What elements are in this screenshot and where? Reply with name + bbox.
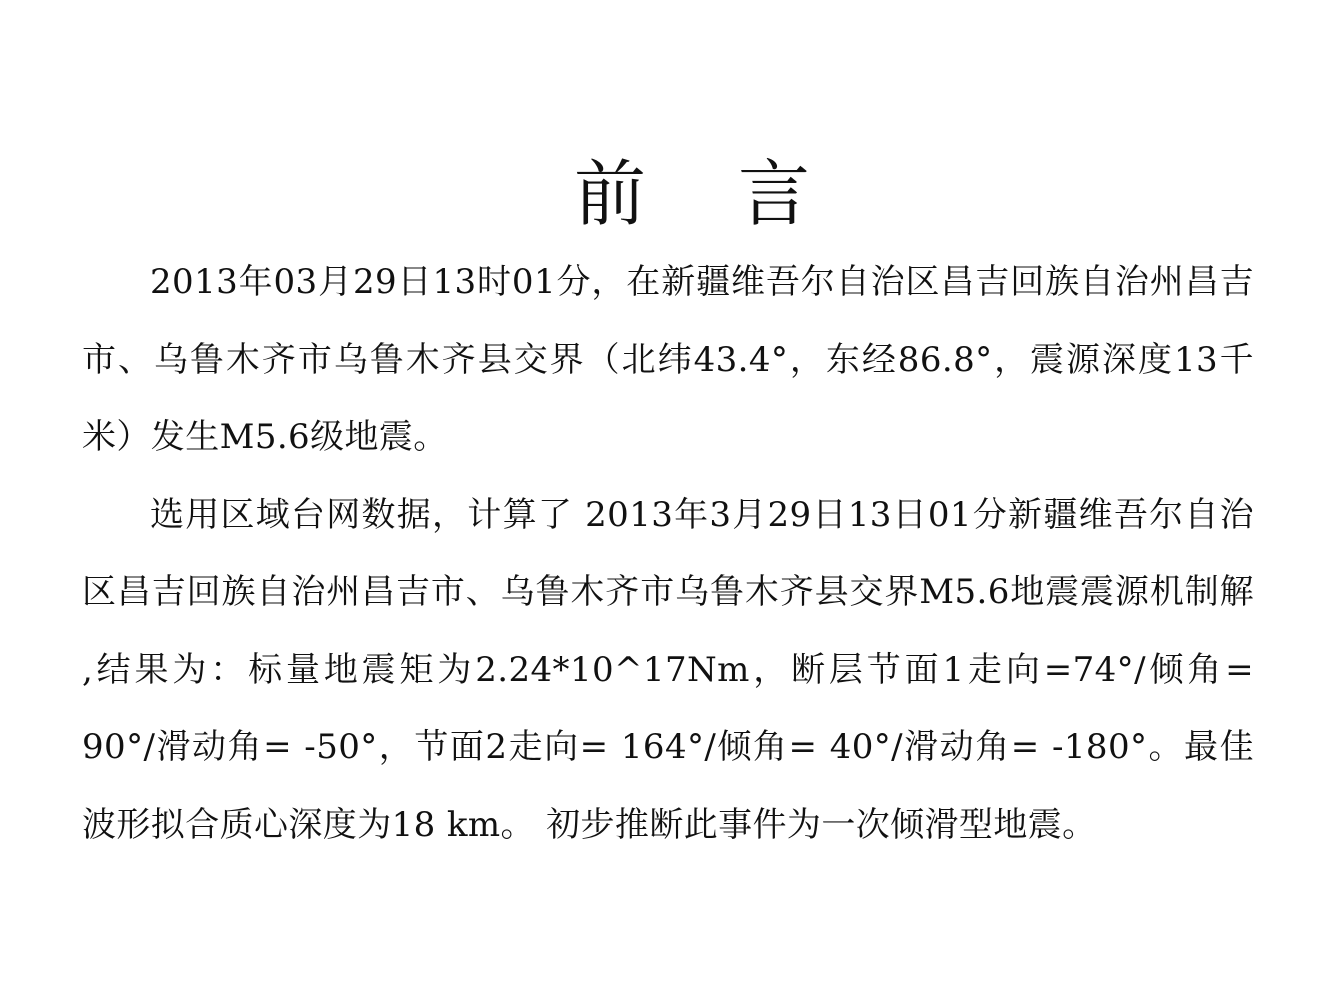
paragraph-event-summary: 2013年03月29日13时01分，在新疆维吾尔自治区昌吉回族自治州昌吉市、乌鲁木齐市乌鲁木齐县交界（北纬43.4°，东经86.8°，震源深度13千米）发生M5.6级地震。	[82, 262, 1254, 457]
paragraph-focal-mechanism: 选用区域台网数据，计算了 2013年3月29日13日01分新疆维吾尔自治区昌吉回族自治州昌吉市、乌鲁木齐市乌鲁木齐县交界M5.6地震震源机制解 ,结果为：标量地震矩为2.24*10^17Nm，断层节面1走向=74°/倾角= 90°/滑动角= -50°，节面2走向= 164°/倾角= 40°/滑动角= -180°。最佳波形拟合质心深度为18 km。 初步推断此事件为一次倾滑型地震。	[82, 494, 1254, 845]
page-title	[0, 148, 1344, 240]
title-char-2: 言	[738, 152, 811, 237]
title-char-1: 前	[573, 152, 646, 237]
preface-body	[82, 244, 1254, 864]
